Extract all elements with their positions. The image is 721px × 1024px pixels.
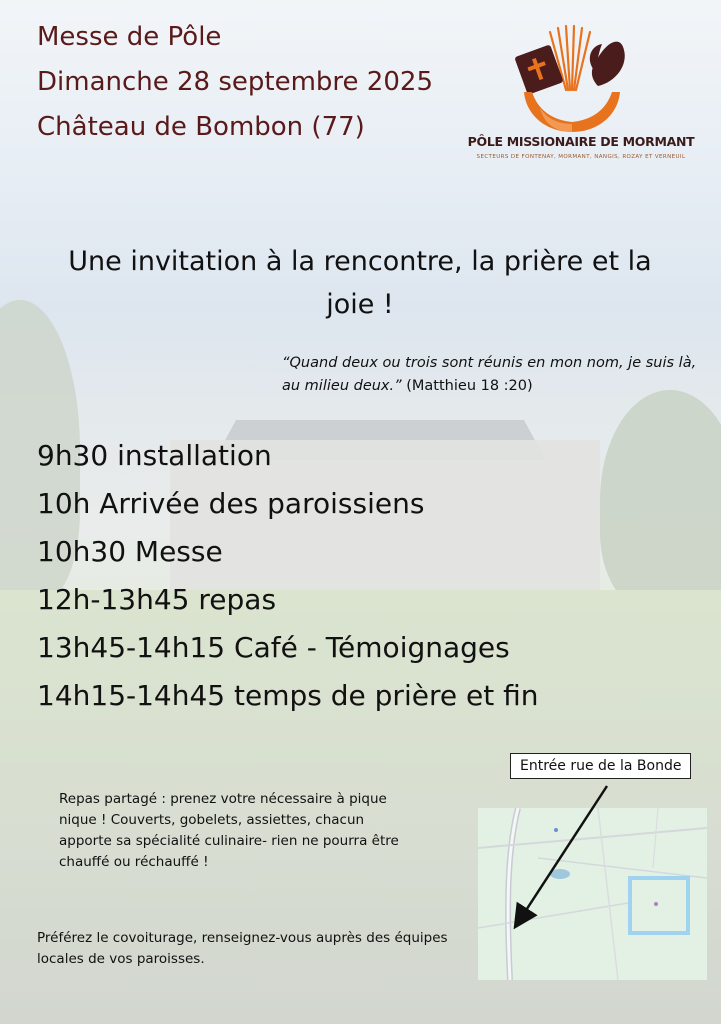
logo-title: PÔLE MISSIONAIRE DE MORMANT (467, 134, 695, 149)
event-date: Dimanche 28 septembre 2025 (37, 67, 433, 97)
carpool-note: Préférez le covoiturage, renseignez-vous auprès des équipes locales de vos paroisses. (37, 930, 448, 967)
schedule-list (37, 432, 538, 720)
logo-subtitle: SECTEURS DE FONTENAY, MORMANT, NANGIS, ROZAY ET VERNEUIL (476, 154, 686, 160)
invitation-heading (30, 240, 690, 326)
schedule-item: 12h-13h45 repas (37, 583, 277, 616)
background-trees-right (600, 390, 721, 610)
map-drawing (478, 808, 707, 980)
invitation-line-2: joie ! (326, 289, 394, 320)
invitation-line-1: Une invitation à la rencontre, la prière et la (68, 246, 652, 277)
schedule-item: 10h30 Messe (37, 535, 223, 568)
bible-quote (282, 352, 702, 398)
quote-text: “Quand deux ou trois sont réunis en mon nom, je suis là, au milieu deux.” (282, 355, 697, 394)
schedule-item: 13h45-14h15 Café - Témoignages (37, 631, 510, 664)
map-entrance-label: Entrée rue de la Bonde (510, 753, 691, 779)
quote-reference: (Matthieu 18 :20) (406, 378, 533, 394)
location-map-icon (478, 808, 707, 980)
schedule-item: 14h15-14h45 temps de prière et fin (37, 679, 539, 712)
schedule-item: 9h30 installation (37, 439, 272, 472)
event-title: Messe de Pôle (37, 22, 222, 52)
meal-note: Repas partagé : prenez votre nécessaire à pique nique ! Couverts, gobelets, assiettes, chacun apporte sa spécialité culinaire- rien ne pourra être chauffé ou réchauffé ! (59, 791, 399, 870)
schedule-item: 10h Arrivée des paroissiens (37, 487, 425, 520)
event-location: Château de Bombon (77) (37, 112, 365, 142)
